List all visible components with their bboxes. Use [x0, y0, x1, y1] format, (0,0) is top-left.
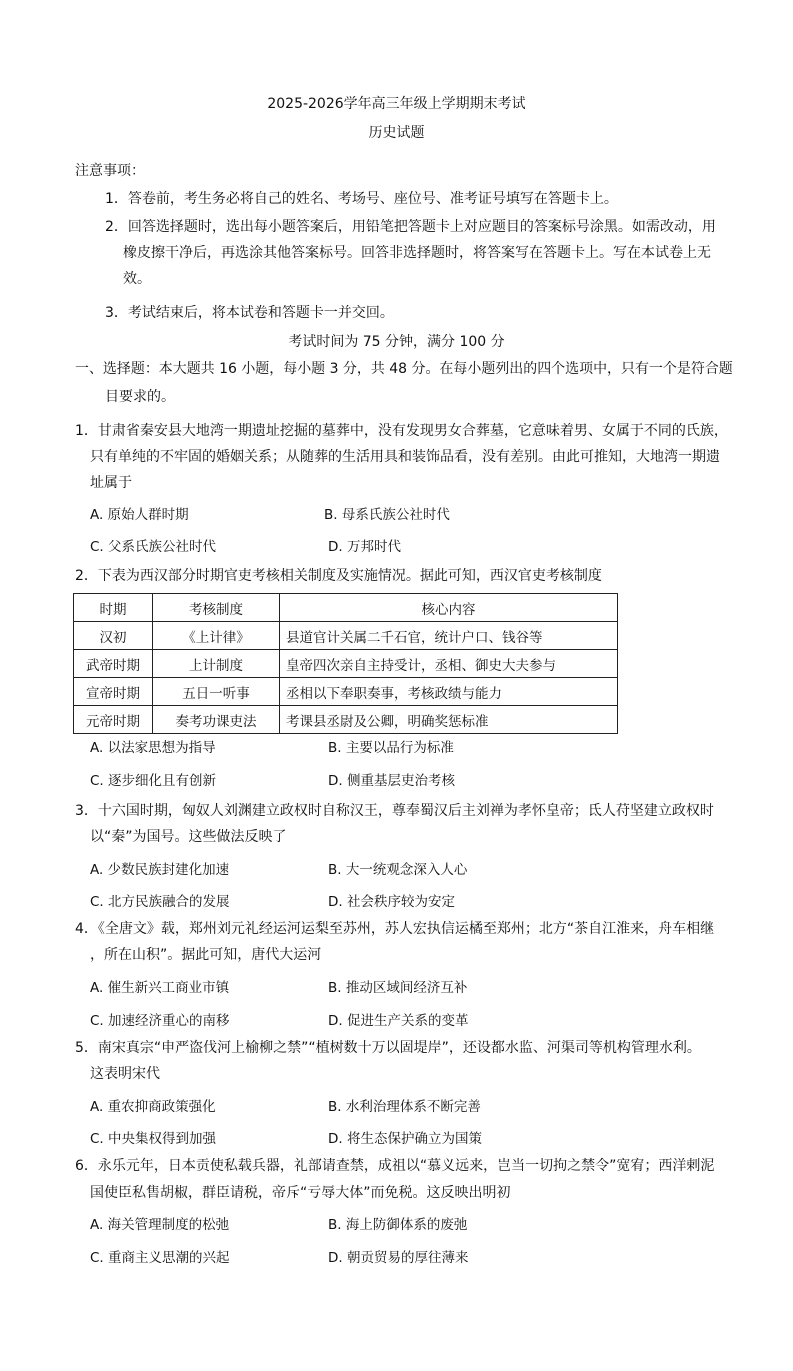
notice-item: 效。 [123, 271, 151, 287]
table-cell: 县道官计关属二千石官，统计户口、钱谷等 [280, 622, 618, 650]
table-cell: 考课县丞尉及公卿，明确奖惩标准 [280, 706, 618, 734]
question-4-text: 4．《全唐文》载，郑州刘元礼经运河运梨至苏州，苏人宏执信运橘至郑州；北方“茶自江淮来，舟车相继 [75, 921, 715, 937]
table-cell: 汉初 [74, 622, 153, 650]
section-heading-cont: 目要求的。 [105, 389, 175, 405]
exam-subtitle: 历史试题 [368, 125, 425, 141]
table-cell: 上计制度 [153, 650, 280, 678]
notice-item: 2．回答选择题时，选出每小题答案后，用铅笔把答题卡上对应题目的答案标号涂黑。如需改动，用 [105, 219, 716, 235]
question-4-option-a: A. 催生新兴工商业市镇 [90, 980, 230, 996]
table-row [74, 706, 618, 734]
question-5-option-b: B. 水利治理体系不断完善 [328, 1099, 481, 1115]
question-4-option-c: C. 加速经济重心的南移 [90, 1013, 230, 1029]
section-heading: 一、选择题：本大题共 16 小题，每小题 3 分，共 48 分。在每小题列出的四个选项中，只有一个是符合题 [75, 361, 733, 377]
table-row [74, 622, 618, 650]
table-header-cell: 时期 [74, 594, 153, 622]
notice-item: 1．答卷前，考生务必将自己的姓名、考场号、座位号、准考证号填写在答题卡上。 [105, 191, 618, 207]
table-cell: 宣帝时期 [74, 678, 153, 706]
table-cell: 武帝时期 [74, 650, 153, 678]
question-1-option-a: A. 原始人群时期 [90, 507, 189, 523]
question-4-text: ，所在山积”。据此可知，唐代大运河 [90, 947, 322, 963]
table-cell: 奏考功课吏法 [153, 706, 280, 734]
question-2-option-b: B. 主要以品行为标准 [328, 740, 454, 756]
table-header-cell: 核心内容 [280, 594, 618, 622]
question-5-option-d: D. 将生态保护确立为国策 [328, 1131, 482, 1147]
question-6-text: 国使臣私售胡椒，群臣请税，帝斥“亏辱大体”而免税。这反映出明初 [90, 1185, 511, 1201]
question-6-option-a: A. 海关管理制度的松弛 [90, 1217, 230, 1233]
table-row [74, 678, 618, 706]
question-1-text: 1．甘肃省秦安县大地湾一期遗址挖掘的墓葬中，没有发现男女合葬墓，它意味着男、女属于不同的氏族， [75, 423, 728, 439]
question-6-option-c: C. 重商主义思潮的兴起 [90, 1250, 230, 1266]
question-5-option-a: A. 重农抑商政策强化 [90, 1099, 216, 1115]
question-1-option-d: D. 万邦时代 [328, 539, 401, 555]
table-header-row [74, 594, 618, 622]
notice-item: 3．考试结束后，将本试卷和答题卡一并交回。 [105, 305, 394, 321]
question-5-text: 这表明宋代 [90, 1066, 160, 1082]
table-cell: 《上计律》 [153, 622, 280, 650]
question-2-table [73, 593, 618, 734]
question-2-text: 2．下表为西汉部分时期官吏考核相关制度及实施情况。据此可知，西汉官吏考核制度 [75, 568, 602, 584]
question-2-option-a: A. 以法家思想为指导 [90, 740, 216, 756]
question-3-option-c: C. 北方民族融合的发展 [90, 894, 230, 910]
table-cell: 皇帝四次亲自主持受计，丞相、御史大夫参与 [280, 650, 618, 678]
question-3-option-d: D. 社会秩序较为安定 [328, 894, 455, 910]
question-2-option-d: D. 侧重基层吏治考核 [328, 773, 455, 789]
table-row [74, 650, 618, 678]
question-1-text: 只有单纯的不牢固的婚姻关系；从随葬的生活用具和装饰品看，没有差别。由此可推知，大地湾一期遗 [90, 449, 720, 465]
notice-heading: 注意事项： [75, 163, 145, 179]
question-3-text: 3．十六国时期，匈奴人刘渊建立政权时自称汉王，尊奉蜀汉后主刘禅为孝怀皇帝；氐人苻坚建立政权时 [75, 803, 714, 819]
exam-time-line: 考试时间为 75 分钟，满分 100 分 [288, 334, 505, 350]
question-1-option-c: C. 父系氏族公社时代 [90, 539, 217, 555]
question-3-option-b: B. 大一统观念深入人心 [328, 862, 468, 878]
table-cell: 丞相以下奉职奏事，考核政绩与能力 [280, 678, 618, 706]
question-4-option-b: B. 推动区域间经济互补 [328, 980, 468, 996]
table-header-cell: 考核制度 [153, 594, 280, 622]
table-cell: 五日一听事 [153, 678, 280, 706]
question-5-text: 5．南宋真宗“申严盗伐河上榆柳之禁”“植树数十万以固堤岸”，还设都水监、河渠司等机构管理水利。 [75, 1040, 701, 1056]
question-6-text: 6．永乐元年，日本贡使私载兵器，礼部请查禁，成祖以“慕义远来，岂当一切拘之禁令”宽宥；西洋剌泥 [75, 1158, 715, 1174]
question-1-option-b: B. 母系氏族公社时代 [324, 507, 450, 523]
table-cell: 元帝时期 [74, 706, 153, 734]
exam-title: 2025-2026学年高三年级上学期期末考试 [267, 96, 526, 112]
question-6-option-d: D. 朝贡贸易的厚往薄来 [328, 1250, 469, 1266]
question-5-option-c: C. 中央集权得到加强 [90, 1131, 217, 1147]
question-1-text: 址属于 [90, 475, 132, 491]
question-3-text: 以“秦”为国号。这些做法反映了 [90, 829, 287, 845]
notice-item: 橡皮擦干净后，再选涂其他答案标号。回答非选择题时，将答案写在答题卡上。写在本试卷上无 [123, 245, 711, 261]
question-4-option-d: D. 促进生产关系的变革 [328, 1013, 469, 1029]
question-6-option-b: B. 海上防御体系的废弛 [328, 1217, 468, 1233]
question-2-option-c: C. 逐步细化且有创新 [90, 773, 217, 789]
question-3-option-a: A. 少数民族封建化加速 [90, 862, 230, 878]
